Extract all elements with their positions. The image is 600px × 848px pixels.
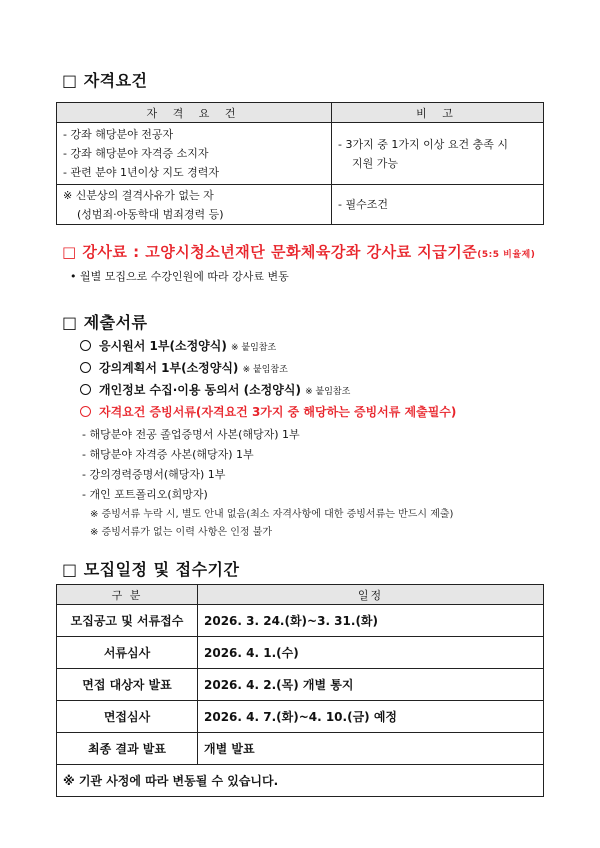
- schedule-footnote: ※ 기관 사정에 따라 변동될 수 있습니다.: [57, 765, 544, 797]
- table-cell: [332, 185, 544, 225]
- circle-bullet-icon: [80, 384, 91, 395]
- document-note: ※ 붙임참조: [242, 365, 288, 375]
- table-header: 비 고: [332, 103, 544, 123]
- document-text: 자격요건 증빙서류(자격요건 3가지 중 해당하는 증빙서류 제출필수): [99, 405, 457, 419]
- document-item: [80, 337, 276, 354]
- schedule-label: 면접심사: [57, 701, 198, 733]
- remark-line: - 필수조건: [338, 198, 388, 211]
- document-item: [80, 381, 350, 398]
- document-text: 응시원서 1부(소정양식): [99, 339, 227, 353]
- evidence-sub-item: - 해당분야 전공 졸업증명서 사본(해당자) 1부: [82, 428, 300, 441]
- qualification-line: (성범죄·아동학대 범죄경력 등): [77, 207, 224, 221]
- schedule-value: 개별 발표: [198, 733, 544, 765]
- circle-bullet-icon: [80, 340, 91, 351]
- document-item-required: [80, 403, 456, 420]
- qualification-line: ※ 신분상의 결격사유가 없는 자: [63, 188, 214, 202]
- schedule-value: 2026. 4. 2.(목) 개별 통지: [198, 669, 544, 701]
- document-note: ※ 붙임참조: [305, 387, 351, 397]
- qualifications-table: [56, 102, 544, 225]
- schedule-label: 서류심사: [57, 637, 198, 669]
- document-text: 개인정보 수집·이용 동의서 (소정양식): [99, 383, 301, 397]
- table-header: 일정: [198, 585, 544, 605]
- table-row: [57, 669, 544, 701]
- evidence-note: ※ 증빙서류 누락 시, 별도 안내 없음(최소 자격사항에 대한 증빙서류는 반드시 제출): [90, 509, 454, 520]
- schedule-value: 2026. 3. 24.(화)~3. 31.(화): [198, 605, 544, 637]
- remark-line: 지원 가능: [352, 156, 399, 170]
- document-text: 강의계획서 1부(소정양식): [99, 361, 239, 375]
- table-cell: [57, 185, 332, 225]
- schedule-value: 2026. 4. 1.(수): [198, 637, 544, 669]
- table-cell: [57, 123, 332, 185]
- table-row: [57, 605, 544, 637]
- table-row: [57, 637, 544, 669]
- schedule-label: 모집공고 및 서류접수: [57, 605, 198, 637]
- table-header: 구 분: [57, 585, 198, 605]
- qualification-line: - 강좌 해당분야 자격증 소지자: [63, 147, 209, 160]
- table-header: 자 격 요 건: [57, 103, 332, 123]
- evidence-sub-item: - 강의경력증명서(해당자) 1부: [82, 468, 226, 481]
- evidence-sub-item: - 개인 포트폴리오(희망자): [82, 488, 208, 501]
- qualification-line: - 강좌 해당분야 전공자: [63, 128, 174, 141]
- table-row: [57, 765, 544, 797]
- section-title-lecture-fee: [62, 241, 535, 262]
- table-cell: [332, 123, 544, 185]
- schedule-label: 최종 결과 발표: [57, 733, 198, 765]
- schedule-label: 면접 대상자 발표: [57, 669, 198, 701]
- table-row: [57, 701, 544, 733]
- section-title-qualifications: □ 자격요건: [62, 71, 148, 90]
- schedule-table: [56, 584, 544, 797]
- lecture-fee-ratio: (5:5 비율제): [477, 250, 536, 260]
- qualification-line: - 관련 분야 1년이상 지도 경력자: [63, 166, 219, 179]
- schedule-value: 2026. 4. 7.(화)~4. 10.(금) 예정: [198, 701, 544, 733]
- lecture-fee-note: • 월별 모집으로 수강인원에 따라 강사료 변동: [70, 270, 289, 283]
- document-note: ※ 붙임참조: [231, 343, 277, 353]
- remark-line: - 3가지 중 1가지 이상 요건 충족 시: [338, 137, 508, 151]
- circle-bullet-icon: [80, 362, 91, 373]
- lecture-fee-title: □ 강사료 : 고양시청소년재단 문화체육강좌 강사료 지급기준: [62, 243, 478, 261]
- table-row: [57, 733, 544, 765]
- evidence-note: ※ 증빙서류가 없는 이력 사항은 인정 불가: [90, 527, 273, 538]
- section-title-documents: □ 제출서류: [62, 313, 148, 332]
- section-title-schedule: □ 모집일정 및 접수기간: [62, 560, 240, 579]
- document-item: [80, 359, 288, 376]
- circle-bullet-icon: [80, 406, 91, 417]
- evidence-sub-item: - 해당분야 자격증 사본(해당자) 1부: [82, 448, 254, 461]
